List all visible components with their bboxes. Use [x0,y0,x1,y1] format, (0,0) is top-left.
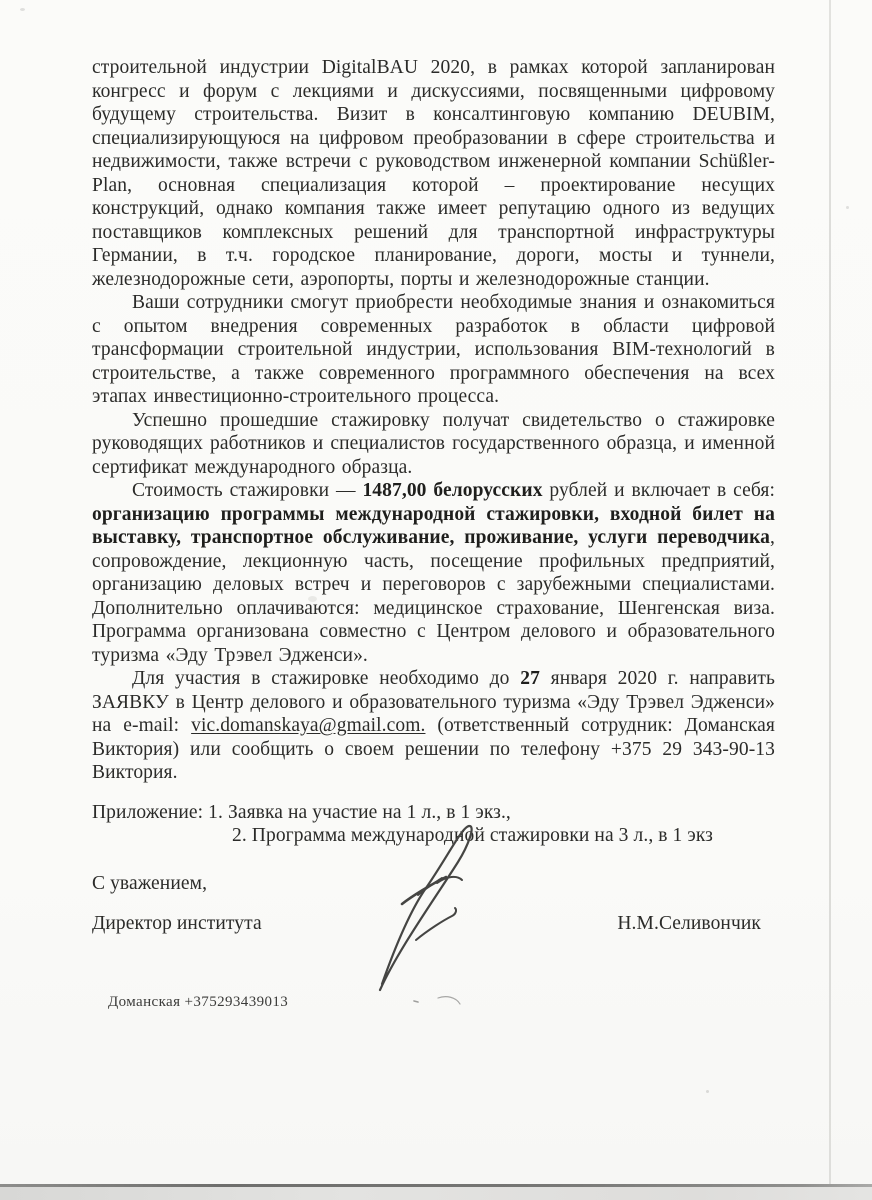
closing-salutation: С уважением, [92,872,208,894]
signer-position: Директор института [92,913,262,934]
email-address: vic.domanskaya@gmail.com. [191,715,426,736]
signer-name: Н.М.Селивончик [617,913,761,934]
text-run: Успешно прошедшие стажировку получат свидетельство о стажировке руководящих работников и специалистов государственного образца, и именной сертификат международного образца. [92,409,775,478]
body-paragraph-continuation [92,56,775,291]
scan-speck [706,1090,709,1093]
attachment-item-2: 2. Программа международной стажировки на 3 л., в 1 экз [232,825,713,846]
contact-footer-note: Доманская +375293439013 [108,994,289,1010]
attachment-line-1 [92,801,775,825]
body-paragraph-benefits [92,291,775,409]
scan-speck [20,8,25,11]
text-run: 1487,00 белорусских [362,480,543,501]
scan-right-edge [829,0,831,1186]
attachment-label: Приложение: [92,801,204,823]
text-run: строительной индустрии DigitalBAU 2020, в рамках которой запланирован конгресс и форум с лекциями и дискуссиями, посвященными цифровому будущему строительства. Визит в консалтинговую компанию DEUBIM, специализирующуюся на цифровом преобразовании в сфере строительства и недвижимости, также встречи с руководством инженерной компании Schüßler-Plan, основная специализация которой – проектирование несущих конструкций, однако компания также имеет репутацию одного из ведущих поставщиков комплексных решений для транспортной инфраструктуры Германии, в т.ч. городское планирование, дороги, мосты и туннели, железнодорожные сети, аэропорты, порты и железнодорожные станции. [92,57,775,290]
body-paragraph-certificates [92,409,775,480]
text-run: Для участия в стажировке необходимо до [132,668,521,689]
body-paragraph-application [92,667,775,785]
text-run: Ваши сотрудники смогут приобрести необходимые знания и ознакомиться с опытом внедрения современных разработок в области цифровой трансформации строительной индустрии, использования BIM-технологий в строительстве, а также современного программного обеспечения на всех этапах инвестиционно-строительного процесса. [92,292,775,407]
letter-body [92,56,775,936]
deadline-day: 27 [520,668,540,689]
text-run: Стоимость стажировки — [132,480,363,501]
scanner-bed-band [0,1187,872,1200]
signoff-row [92,912,775,936]
attachment-section [92,801,775,848]
text-run: рублей и включает в себя: [542,480,775,501]
body-paragraph-price [92,479,775,667]
text-run: организацию программы международной стажировки, входной билет на выставку, транспортное обслуживание, проживание, услуги переводчика [92,503,775,548]
scan-speck [846,206,849,209]
attachment-item-1: 1. Заявка на участие на 1 л., в 1 экз., [208,801,511,823]
text-run: (ответственный сотрудник: Доманская Виктория) или сообщить о своем решении по телефону +375 29 343-90-13 Виктория. [92,715,775,783]
text-run: января 2020 г. направить ЗАЯВКУ в Центр делового и образовательного туризма «Эду Трэвел Эдженси» на e-mail: [92,668,775,736]
text-run: , сопровождение, лекционную часть, посещение профильных предприятий, организацию деловых встреч и переговоров с зарубежными специалистами. Дополнительно оплачиваются: медицинское страхование, Шенгенская виза. Программа организована совместно с Центром делового и образовательного туризма «Эду Трэвел Эдженси». [92,527,775,666]
